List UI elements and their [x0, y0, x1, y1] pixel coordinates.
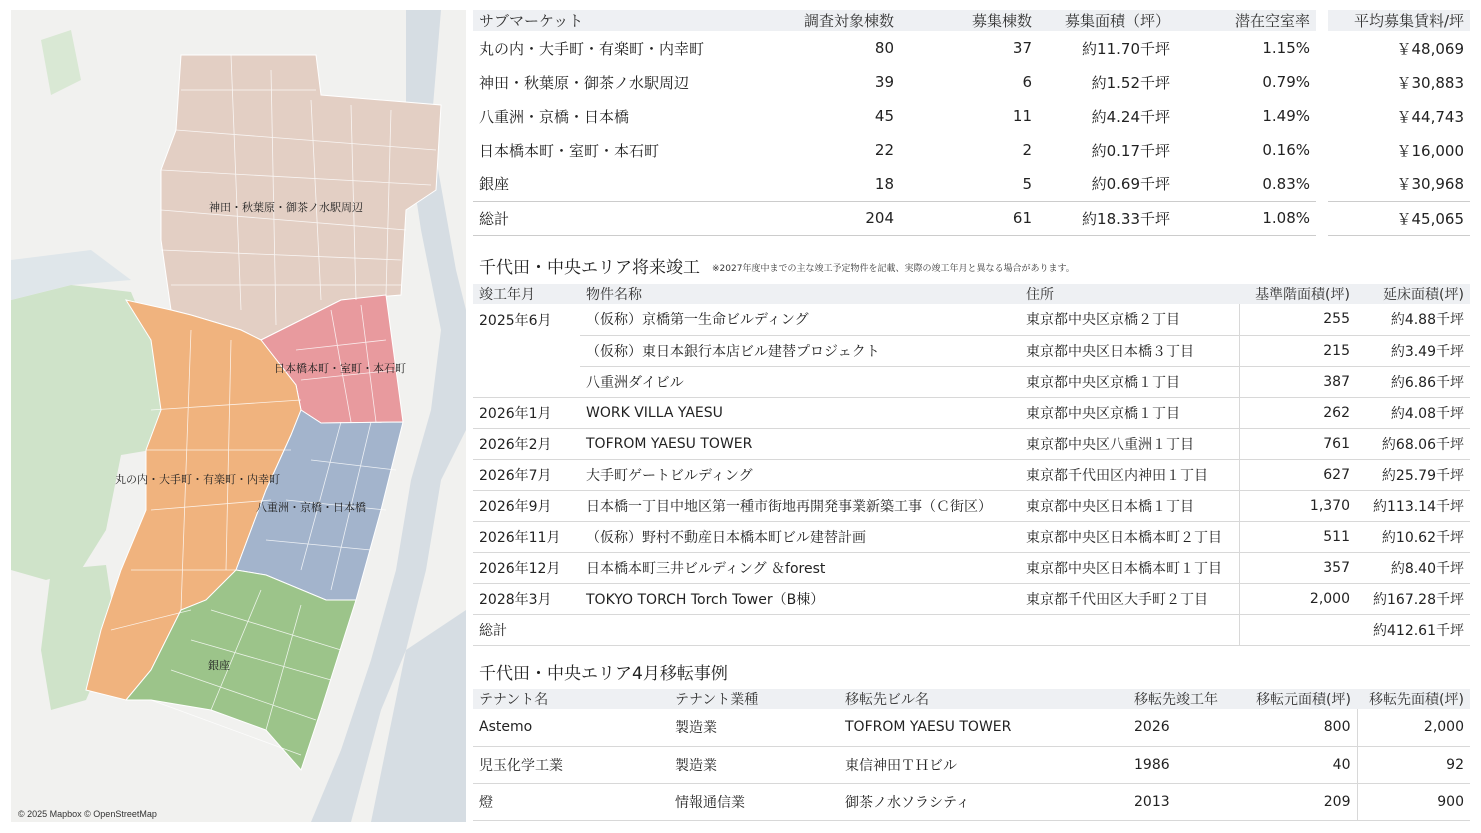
total-listed: 61 [900, 201, 1038, 235]
property-name: TOFROM YAESU TOWER [580, 428, 1020, 459]
col-header-destination: 移転先ビル名 [839, 689, 1128, 709]
col-gap [1316, 99, 1328, 133]
listed-count: 11 [1012, 107, 1032, 125]
tenant-industry: 製造業 [669, 746, 839, 783]
completion-title: 千代田・中央エリア将来竣工 [479, 258, 700, 278]
completion-date: 2026年1月 [473, 397, 580, 428]
submarket-header-row [473, 10, 1470, 31]
table-row[interactable] [473, 521, 1470, 552]
total-area: 約18.33千坪 [1038, 201, 1176, 235]
floor-area: 387 [1239, 366, 1356, 397]
total-area: 約25.79千坪 [1356, 459, 1470, 490]
property-address: 東京都中央区日本橋本町２丁目 [1020, 521, 1239, 552]
floor-area: 262 [1239, 397, 1356, 428]
col-header-area: 募集面積（坪） [1038, 10, 1176, 31]
total-area: 約68.06千坪 [1356, 428, 1470, 459]
destination-building: 御茶ノ水ソラシティ [839, 783, 1128, 820]
to-area: 2,000 [1357, 709, 1470, 746]
table-row[interactable] [473, 428, 1470, 459]
table-row[interactable] [473, 167, 1470, 201]
surveyed-count: 45 [874, 107, 894, 125]
col-gap [1316, 201, 1328, 235]
avg-rent: ￥16,000 [1396, 141, 1464, 160]
listed-count: 2 [1022, 141, 1032, 159]
total-area: 約4.08千坪 [1356, 397, 1470, 428]
completion-date: 2025年6月 [479, 312, 552, 329]
total-row [473, 614, 1470, 645]
vacancy-rate: 0.83% [1262, 174, 1310, 193]
total-area: 約10.62千坪 [1356, 521, 1470, 552]
submarket-name: 銀座 [479, 175, 510, 194]
property-name: （仮称）京橋第一生命ビルディング [580, 304, 1020, 335]
surveyed-count: 39 [874, 73, 894, 91]
relocation-table [473, 689, 1470, 821]
floor-area: 761 [1239, 428, 1356, 459]
floor-area: 2,000 [1239, 583, 1356, 614]
property-name: 大手町ゲートビルディング [580, 459, 1020, 490]
relocation-title: 千代田・中央エリア4月移転事例 [479, 664, 728, 684]
col-header-from-area: 移転元面積(坪) [1244, 689, 1357, 709]
completion-table [473, 284, 1470, 646]
tenant-name: 燈 [473, 783, 669, 820]
col-gap [1316, 133, 1328, 167]
col-header-surveyed: 調査対象棟数 [773, 10, 900, 31]
surveyed-count: 22 [874, 141, 894, 159]
listed-area: 約1.52千坪 [1091, 73, 1170, 92]
submarket-name: 丸の内・大手町・有楽町・内幸町 [479, 39, 705, 58]
property-name: （仮称）東日本銀行本店ビル建替プロジェクト [580, 335, 1020, 366]
total-rent: ￥45,065 [1328, 201, 1470, 235]
table-row[interactable] [473, 783, 1470, 820]
completion-header-row [473, 284, 1470, 304]
tenant-industry: 情報通信業 [669, 783, 839, 820]
col-gap [1316, 31, 1328, 65]
table-row[interactable] [473, 366, 1470, 397]
col-gap [1316, 10, 1328, 31]
table-row[interactable] [473, 490, 1470, 521]
map-label-ginza: 銀座 [208, 659, 230, 672]
col-header-listed: 募集棟数 [900, 10, 1038, 31]
vacancy-rate: 0.79% [1262, 73, 1310, 91]
property-address: 東京都中央区京橋１丁目 [1020, 366, 1239, 397]
map-label-nihonbashi-honcho: 日本橋本町・室町・本石町 [274, 362, 406, 375]
col-header-industry: テナント業種 [669, 689, 839, 709]
listed-count: 6 [1022, 73, 1032, 91]
total-surveyed: 204 [773, 201, 900, 235]
tenant-industry: 製造業 [669, 709, 839, 746]
map-label-yaesu: 八重洲・京橋・日本橋 [256, 501, 366, 514]
col-header-vacancy: 潜在空室率 [1176, 10, 1316, 31]
completion-date [473, 335, 580, 366]
property-address: 東京都中央区日本橋本町１丁目 [1020, 552, 1239, 583]
avg-rent: ￥30,968 [1396, 175, 1464, 194]
vacancy-rate: 0.16% [1262, 141, 1310, 159]
avg-rent: ￥44,743 [1396, 107, 1464, 126]
total-area: 約6.86千坪 [1356, 366, 1470, 397]
property-name: 日本橋本町三井ビルディング ＆forest [580, 552, 1020, 583]
table-row[interactable] [473, 31, 1470, 65]
total-area: 約167.28千坪 [1356, 583, 1470, 614]
property-address: 東京都中央区八重洲１丁目 [1020, 428, 1239, 459]
completion-year: 1986 [1128, 746, 1244, 783]
completion-year: 2013 [1128, 783, 1244, 820]
col-header-tenant: テナント名 [473, 689, 669, 709]
property-name: 八重洲ダイビル [580, 366, 1020, 397]
property-address: 東京都中央区日本橋３丁目 [1020, 335, 1239, 366]
surveyed-count: 18 [874, 174, 894, 193]
avg-rent: ￥30,883 [1396, 73, 1464, 92]
vacancy-rate: 1.49% [1262, 107, 1310, 125]
col-header-address: 住所 [1020, 284, 1239, 304]
listed-area: 約0.69千坪 [1091, 175, 1170, 194]
submarket-table [473, 10, 1470, 236]
table-row[interactable] [473, 459, 1470, 490]
destination-building: 東信神田ＴＨビル [839, 746, 1128, 783]
table-row[interactable] [473, 583, 1470, 614]
property-address: 東京都中央区京橋１丁目 [1020, 397, 1239, 428]
to-area: 92 [1357, 746, 1470, 783]
property-name: （仮称）野村不動産日本橋本町ビル建替計画 [580, 521, 1020, 552]
property-address: 東京都千代田区大手町２丁目 [1020, 583, 1239, 614]
col-header-rent: 平均募集賃料/坪 [1328, 10, 1470, 31]
property-address: 東京都千代田区内神田１丁目 [1020, 459, 1239, 490]
floor-area: 627 [1239, 459, 1356, 490]
listed-area: 約0.17千坪 [1091, 141, 1170, 160]
table-row[interactable] [473, 99, 1470, 133]
col-header-date: 竣工年月 [473, 284, 580, 304]
floor-area: 357 [1239, 552, 1356, 583]
completion-date: 2026年11月 [473, 521, 580, 552]
col-header-property: 物件名称 [580, 284, 1020, 304]
submarket-name: 神田・秋葉原・御茶ノ水駅周辺 [479, 73, 690, 92]
floor-area: 215 [1239, 335, 1356, 366]
to-area: 900 [1357, 783, 1470, 820]
total-row [473, 201, 1470, 235]
listed-count: 5 [1022, 174, 1032, 193]
col-header-total-area: 延床面積(坪) [1356, 284, 1470, 304]
col-gap [1316, 65, 1328, 99]
total-empty [1020, 614, 1239, 645]
property-name: WORK VILLA YAESU [580, 397, 1020, 428]
total-area: 約4.88千坪 [1356, 304, 1470, 335]
table-row[interactable] [473, 335, 1470, 366]
completion-year: 2026 [1128, 709, 1244, 746]
property-name: 日本橋一丁目中地区第一種市街地再開発事業新築工事（Ｃ街区） [580, 490, 1020, 521]
from-area: 800 [1244, 709, 1357, 746]
total-empty [1239, 614, 1356, 645]
total-area: 約3.49千坪 [1356, 335, 1470, 366]
table-row[interactable] [473, 133, 1470, 167]
map-canvas [11, 10, 466, 822]
total-vacancy: 1.08% [1176, 201, 1316, 235]
listed-area: 約4.24千坪 [1091, 107, 1170, 126]
completion-date: 2026年12月 [473, 552, 580, 583]
from-area: 209 [1244, 783, 1357, 820]
surveyed-count: 80 [874, 39, 894, 57]
col-header-to-area: 移転先面積(坪) [1357, 689, 1470, 709]
table-row[interactable] [473, 746, 1470, 783]
table-row[interactable] [473, 552, 1470, 583]
completion-date: 2026年9月 [473, 490, 580, 521]
submarket-name: 八重洲・京橋・日本橋 [479, 107, 630, 126]
tenant-name: Astemo [473, 709, 669, 746]
property-address: 東京都中央区日本橋１丁目 [1020, 490, 1239, 521]
listed-count: 37 [1012, 39, 1032, 57]
total-label: 総計 [473, 614, 580, 645]
col-header-floor-area: 基準階面積(坪) [1239, 284, 1356, 304]
submarket-map[interactable] [11, 10, 466, 822]
col-header-year: 移転先竣工年 [1128, 689, 1244, 709]
property-address: 東京都中央区京橋２丁目 [1020, 304, 1239, 335]
floor-area: 1,370 [1239, 490, 1356, 521]
map-label-marunouchi: 丸の内・大手町・有楽町・内幸町 [115, 473, 280, 486]
from-area: 40 [1244, 746, 1357, 783]
map-attribution[interactable]: © 2025 Mapbox © OpenStreetMap [18, 809, 157, 819]
table-row[interactable] [473, 65, 1470, 99]
destination-building: TOFROM YAESU TOWER [839, 709, 1128, 746]
col-gap [1316, 167, 1328, 201]
floor-area: 511 [1239, 521, 1356, 552]
total-label: 総計 [473, 201, 773, 235]
vacancy-rate: 1.15% [1262, 39, 1310, 57]
total-area: 約8.40千坪 [1356, 552, 1470, 583]
completion-date: 2026年2月 [473, 428, 580, 459]
map-label-kanda: 神田・秋葉原・御茶ノ水駅周辺 [209, 201, 363, 214]
total-empty [580, 614, 1020, 645]
table-row[interactable] [473, 304, 1470, 335]
col-header-submarket: サブマーケット [473, 10, 773, 31]
table-row[interactable] [473, 709, 1470, 746]
total-area: 約113.14千坪 [1356, 490, 1470, 521]
completion-date: 2026年7月 [473, 459, 580, 490]
total-area-sum: 約412.61千坪 [1356, 614, 1470, 645]
avg-rent: ￥48,069 [1396, 39, 1464, 58]
listed-area: 約11.70千坪 [1082, 39, 1170, 58]
property-name: TOKYO TORCH Torch Tower（B棟） [580, 583, 1020, 614]
floor-area: 255 [1239, 304, 1356, 335]
completion-date [473, 366, 580, 397]
completion-note: ※2027年度中までの主な竣工予定物件を記載、実際の竣工年月と異なる場合があります。 [712, 264, 1075, 274]
tenant-name: 児玉化学工業 [473, 746, 669, 783]
completion-date: 2028年3月 [473, 583, 580, 614]
relocation-header-row [473, 689, 1470, 709]
table-row[interactable] [473, 397, 1470, 428]
submarket-name: 日本橋本町・室町・本石町 [479, 141, 660, 160]
